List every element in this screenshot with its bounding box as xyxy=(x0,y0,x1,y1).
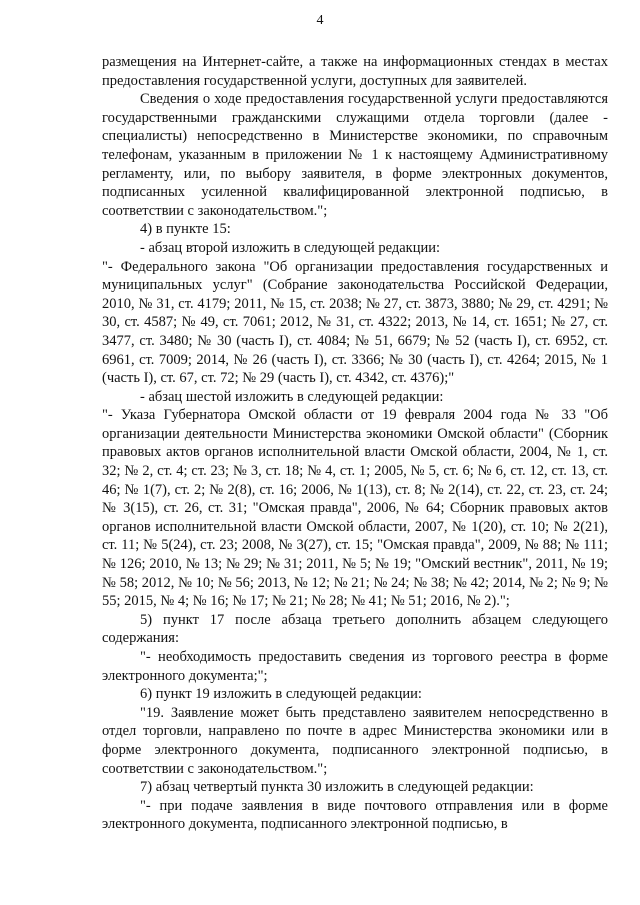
paragraph: размещения на Интернет-сайте, а также на информационных стендах в местах предоставления государственной услуги, доступных для заявителей. xyxy=(102,54,608,89)
paragraph: Сведения о ходе предоставления государственной услуги предоставляются государственными гражданскими служащими отдела торговли (далее - специалисты) непосредственно в Министерстве экономики, по справочным телефонам, указанным в приложении № 1 к настоящему Административному регламенту, или, по выбору заявителя, в форме электронных документов, подписанных усиленной квалифицированной электронной подписью, в соответствии с законодательством."; xyxy=(102,91,608,219)
document-body xyxy=(102,53,608,834)
quoted-text: "- при подаче заявления в виде почтового отправления или в форме электронного документа, подписанного электронной подписью, в xyxy=(102,797,608,833)
amendment-subitem: - абзац второй изложить в следующей редакции: xyxy=(140,239,441,256)
quoted-text: "- необходимость предоставить сведения из торгового реестра в форме электронного документа;"; xyxy=(102,649,608,684)
quoted-text: "19. Заявление может быть представлено заявителем непосредственно в отдел торговли, направлено по почте в адрес Министерства экономики или в форме электронного документа, подписанного электронной подписью, в соответствии с законодательством."; xyxy=(102,704,608,777)
page-number: 4 xyxy=(316,13,324,28)
amendment-subitem: - абзац шестой изложить в следующей редакции: xyxy=(140,388,444,405)
amendment-item: 5) пункт 17 после абзаца третьего дополнить абзацем следующего содержания: xyxy=(102,611,608,647)
quoted-text: "- Федерального закона "Об организации предоставления государственных и муниципальных услуг" (Собрание законодательства Российской Федерации, 2010, № 31, ст. 4179; 2011, № 15, ст. 2038; № 27, ст. 3873, 3880; № 29, ст. 4291; № 30, ст. 4587; № 49, ст. 7061; 2012, № 31, ст. 4322; 2013, № 14, ст. 1651; № 27, ст. 3477, ст. 3480; № 30 (часть I), ст. 4084; № 51, 6679; № 52 (часть I), ст. 6952, ст. 6961, ст. 7009; 2014, № 26 (часть I), ст. 3366; № 30 (часть I), ст. 4264; 2015, № 1 (часть I), ст. 67, ст. 72; № 29 (часть I), ст. 4342, ст. 4376);" xyxy=(102,258,608,387)
amendment-item: 7) абзац четвертый пункта 30 изложить в следующей редакции: xyxy=(140,779,534,796)
amendment-item: 6) пункт 19 изложить в следующей редакции: xyxy=(140,686,422,703)
quoted-text: "- Указа Губернатора Омской области от 19 февраля 2004 года № 33 "Об организации деятельности Министерства экономики Омской области" (Сборник правовых актов органов исполнительной власти Омской области, 2004, № 1, ст. 32; № 2, ст. 4; ст. 23; № 3, ст. 18; № 4, ст. 1; 2005, № 5, ст. 6; № 6, ст. 12, ст. 13, ст. 46; № 1(7), ст. 2; № 2(8), ст. 16; 2006, № 1(13), ст. 8; № 2(14), ст. 22, ст. 23, ст. 24; № 3(15), ст. 26, ст. 31; "Омская правда", 2006, № 64; Сборник правовых актов органов исполнительной власти Омской области, 2007, № 1(20), ст. 10; № 2(21), ст. 11; № 5(24), ст. 23; 2008, № 3(27), ст. 15; "Омская правда", 2009, № 88; № 111; № 126; 2010, № 13; № 29; № 31; 2011, № 5; № 19; "Омский вестник", 2011, № 19; № 58; 2012, № 10; № 56; 2013, № 12; № 21; № 24; № 38; № 42; 2014, № 2; № 9; № 55; 2015, № 4; № 16; № 17; № 21; № 28; № 41; № 51; 2016, № 2)."; xyxy=(102,407,608,610)
amendment-item: 4) в пункте 15: xyxy=(140,221,231,238)
